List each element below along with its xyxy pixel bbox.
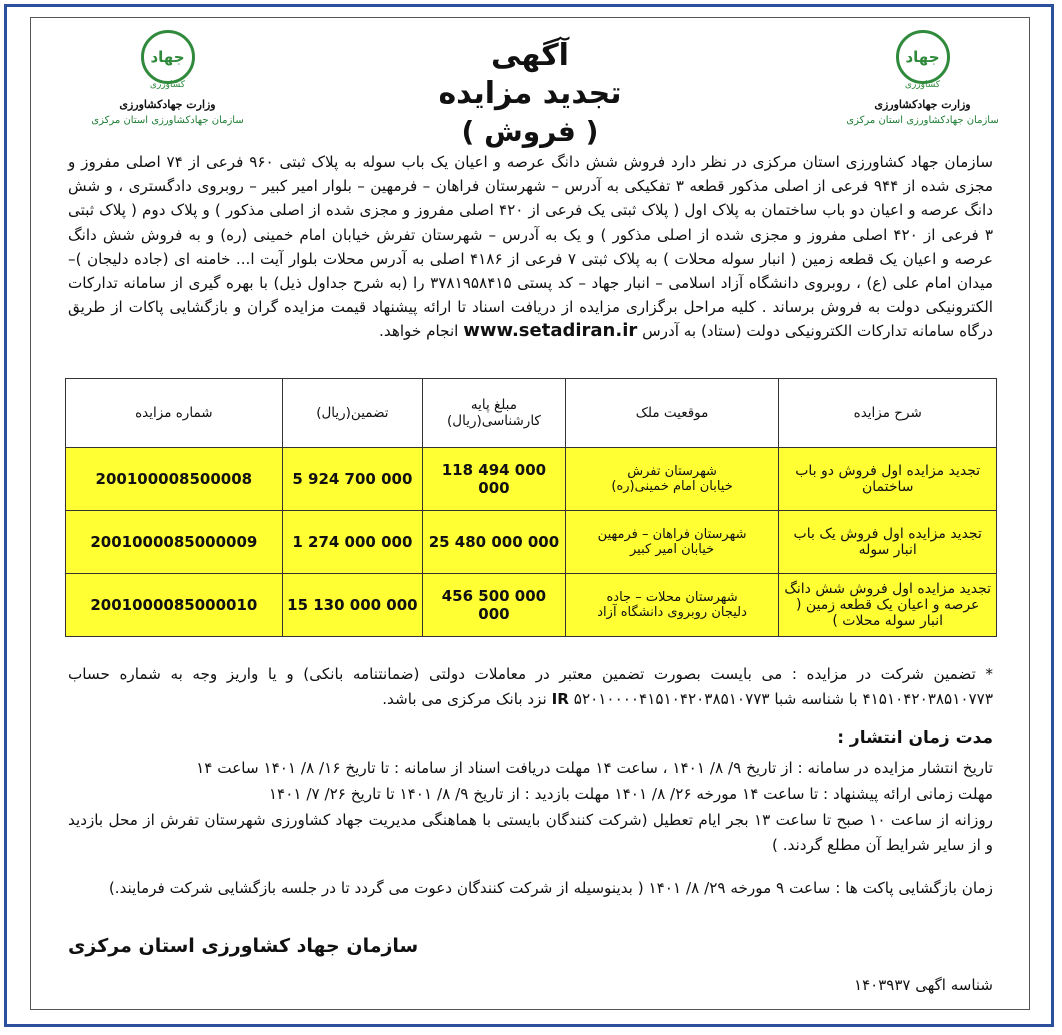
row-location <box>565 574 779 637</box>
setad-link[interactable]: www.setadiran.ir <box>463 320 638 342</box>
header-guarantee: تضمین(ریال) <box>282 379 422 448</box>
header-base-price <box>423 379 566 448</box>
row-guarantee: 15 130 000 000 <box>282 574 422 637</box>
row-location-line1: شهرستان فراهان – فرمهین <box>597 527 747 542</box>
schedule-line-3: روزانه از ساعت ۱۰ صبح تا ساعت ۱۳ بجر ایام تعطیل (شرکت کنندگان بایستی با هماهنگی مدیریت جهاد کشاورزی شهرستان تفرش از محل بازدید و از سایر شرایط آن مطلع گردند. ) <box>68 811 993 854</box>
emblem-sub: کشاورزی <box>904 80 941 90</box>
intro-tail: انجام خواهد. <box>379 322 459 341</box>
ministry-name: وزارت جهادکشاورزی <box>119 98 216 111</box>
header-base-price-line1: مبلغ پایه <box>470 397 517 413</box>
emblem-word: جهاد <box>150 48 185 66</box>
iban-prefix: IR <box>551 689 569 708</box>
row-desc: تجدید مزایده اول فروش یک باب انبار سوله <box>779 511 997 574</box>
header-base-price-line2: کارشناسی(ریال) <box>447 413 541 429</box>
row-location-line2: دلیجان روبروی دانشگاه آزاد <box>597 605 747 620</box>
ministry-name: وزارت جهادکشاورزی <box>874 98 971 111</box>
row-base-price: 118 494 000 000 <box>423 448 566 511</box>
row-number: 200100008500008 <box>66 448 283 511</box>
header-desc: شرح مزایده <box>779 379 997 448</box>
emblem-sub: کشاورزی <box>149 80 186 90</box>
org-name: سازمان جهادکشاورزی استان مرکزی <box>846 115 999 126</box>
row-base-price: 25 480 000 000 <box>423 511 566 574</box>
title-sale: ( فروش ) <box>461 115 599 148</box>
guarantee-tail: نزد بانک مرکزی می باشد. <box>382 689 547 708</box>
emblem-word: جهاد <box>905 48 940 66</box>
row-number: 2001000085000009 <box>66 511 283 574</box>
table-row <box>66 511 997 574</box>
intro-text: سازمان جهاد کشاورزی استان مرکزی در نظر دارد فروش شش دانگ عرصه و اعیان یک باب سوله به پلاک ثبتی ۹۶۰ فرعی از ۷۴ اصلی مفروز و مجزی شده از ۹۴۴ فرعی از اصلی مذکور قطعه ۳ تفکیکی به آدرس – شهرستان فراهان – فرمهین – بلوار امیر کبیر – روبروی دادگستری ، و شش دانگ عرصه و اعیان دو باب ساختمان به پلاک اول ( پلاک ثبتی یک فرعی از ۴۲۰ اصلی مفروز و مجزی شده از اصلی مذکور ) و پلاک دوم ( پلاک ثبتی ۳ فرعی از ۴۲۰ اصلی مفروز و مجزی شده از اصلی مذکور ) و یک به آدرس – شهرستان تفرش خیابان امام خمینی (ره) و به فروش شش دانگ عرصه و اعیان یک قطعه زمین ( انبار سوله محلات ) به پلاک ثبتی ۷ فرعی از ۴۱۸۶ اصلی به آدرس محلات بلوار آیت ا... خامنه ای (جاده دلیجان )– میدان امام علی (ع) ، روبروی دانشگاه آزاد اسلامی – انبار جهاد – کد پستی ۳۷۸۱۹۵۸۴۱۵ را (به شرح جداول ذیل) با بهره گیری از سامانه تدارکات الکترونیکی دولت به فروش برساند . کلیه مراحل برگزاری مزایده از دریافت اسناد تا ارائه پیشنهاد قیمت مزایده گران و بازگشایی پاکات از طریق درگاه سامانه تدارکات الکترونیکی دولت (ستاد) به آدرس <box>68 153 994 341</box>
row-desc: تجدید مزایده اول فروش دو باب ساختمان <box>779 448 997 511</box>
schedule-line-2: مهلت زمانی ارائه پیشنهاد : تا ساعت ۱۴ مورخه ۲۶/ ۸/ ۱۴۰۱ مهلت بازدید : از تاریخ ۹/ ۸/ ۱۴۰۱ تا تاریخ ۲۶/ ۷/ ۱۴۰۱ <box>268 785 993 803</box>
title-announcement: آگهی <box>491 38 569 73</box>
row-location <box>565 448 779 511</box>
header-number: شماره مزایده <box>66 379 283 448</box>
logo-left <box>91 30 244 145</box>
schedule-line-4: زمان بازگشایی پاکت ها : ساعت ۹ مورخه ۲۹/ ۸/ ۱۴۰۱ ( بدینوسیله از شرکت کنندگان دعوت می گردد تا در جلسه بازگشایی شرکت فرمایند.) <box>108 879 993 897</box>
ministry-emblem-icon <box>141 30 195 84</box>
auction-table <box>65 378 997 637</box>
row-location-line2: خیابان امام خمینی(ره) <box>611 479 733 494</box>
table-row <box>66 574 997 637</box>
row-desc: تجدید مزایده اول فروش شش دانگ عرصه و اعیان یک قطعه زمین ( انبار سوله محلات ) <box>779 574 997 637</box>
schedule-line-1: تاریخ انتشار مزایده در سامانه : از تاریخ ۹/ ۸/ ۱۴۰۱ ، ساعت ۱۴ مهلت دریافت اسناد از سامانه : تا تاریخ ۱۶/ ۸/ ۱۴۰۱ ساعت ۱۴ <box>196 759 993 777</box>
guarantee-text: * تضمین شرکت در مزایده : می بایست بصورت تضمین معتبر در معاملات دولتی (ضمانتنامه بانکی) و یا واریز وجه به شماره حساب ۴۱۵۱۰۴۲۰۳۸۵۱۰۷۷۳ با شناسه شبا ۵۲۰۱۰۰۰۰۴۱۵۱۰۴۲۰۳۸۵۱۰۷۷۳ <box>68 665 993 708</box>
row-location-line1: شهرستان محلات – جاده <box>606 590 738 605</box>
row-base-price: 456 500 000 000 <box>423 574 566 637</box>
title-re-auction: تجدید مزایده <box>438 76 622 111</box>
table-header-row <box>66 379 997 448</box>
row-location <box>565 511 779 574</box>
ad-id: شناسه اگهی ۱۴۰۳۹۳۷ <box>854 976 993 994</box>
logo-right <box>846 30 999 145</box>
table-row <box>66 448 997 511</box>
row-guarantee: 1 274 000 000 <box>282 511 422 574</box>
row-location-line1: شهرستان تفرش <box>627 464 717 479</box>
signature: سازمان جهاد کشاورزی استان مرکزی <box>68 935 419 957</box>
org-name: سازمان جهادکشاورزی استان مرکزی <box>91 115 244 126</box>
header-location: موقعیت ملک <box>565 379 779 448</box>
schedule-heading: مدت زمان انتشار : <box>837 728 993 748</box>
row-number: 2001000085000010 <box>66 574 283 637</box>
guarantee-note <box>68 662 993 711</box>
ministry-emblem-icon <box>896 30 950 84</box>
row-guarantee: 5 924 700 000 <box>282 448 422 511</box>
intro-paragraph <box>68 150 993 344</box>
row-location-line2: خیابان امیر کبیر <box>629 542 715 557</box>
